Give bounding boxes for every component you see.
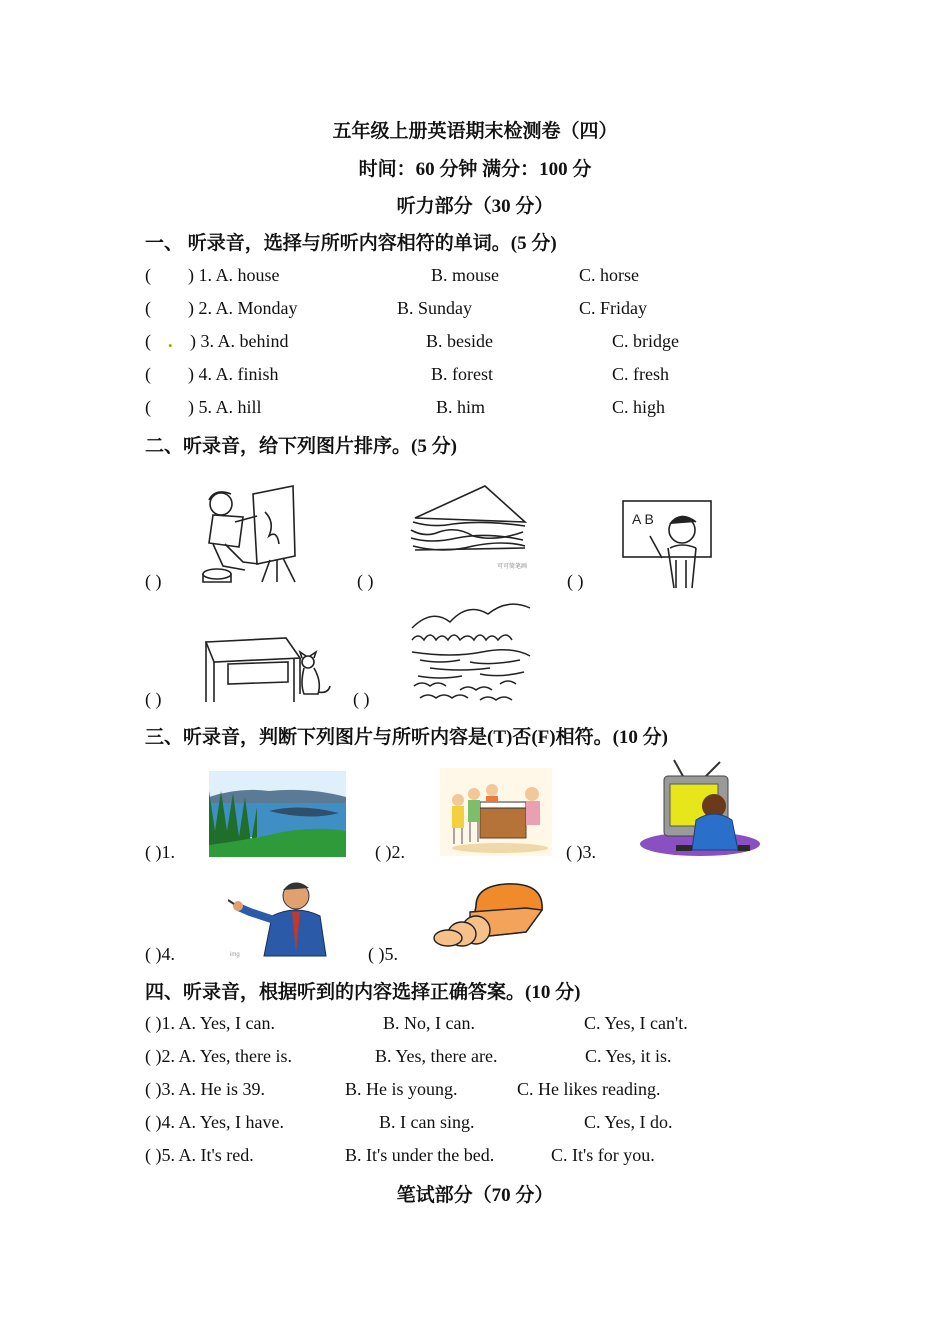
answer-blank-open: ( <box>145 331 151 351</box>
option-a: ) 1. A. house <box>188 265 280 285</box>
option-c: C. bridge <box>612 331 679 351</box>
option-c: C. It's for you. <box>551 1145 655 1165</box>
sandwich-picture <box>405 480 533 572</box>
part3-heading: 三、听录音，判断下列图片与所听内容是(T)否(F)相符。(10 分) <box>145 727 668 748</box>
teacher-pointing-picture <box>228 876 328 958</box>
option-a: ) 4. A. finish <box>188 364 279 384</box>
option-c: C. fresh <box>612 364 669 384</box>
option-a: ( )3. A. He is 39. <box>145 1079 265 1099</box>
boy-painting-picture <box>195 482 305 587</box>
option-c: C. Yes, I do. <box>584 1112 673 1132</box>
option-b: B. Yes, there are. <box>375 1046 498 1066</box>
listening-part-title: 听力部分（30 分） <box>396 196 554 217</box>
svg-text:可可简笔画: 可可简笔画 <box>497 564 528 570</box>
option-b: B. I can sing. <box>379 1112 475 1132</box>
option-b: B. beside <box>426 331 493 351</box>
teacher-at-board-picture <box>620 498 715 590</box>
option-a: ( )5. A. It's red. <box>145 1145 254 1165</box>
answer-blank-open: ( <box>145 364 151 384</box>
option-a: ) 2. A. Monday <box>188 298 298 318</box>
svg-text:img: img <box>230 952 240 958</box>
option-a: ( )1. A. Yes, I can. <box>145 1013 275 1033</box>
children-piano-picture <box>440 768 552 856</box>
tf-label-2: ( )2. <box>375 842 405 862</box>
order-blank-3: ( ) <box>567 571 584 591</box>
option-a: ( )2. A. Yes, there is. <box>145 1046 292 1066</box>
option-a: ) 5. A. hill <box>188 397 262 417</box>
option-b: B. mouse <box>431 265 500 285</box>
tf-label-4: ( )4. <box>145 944 175 964</box>
answer-blank-open: ( <box>145 397 151 417</box>
option-b: B. No, I can. <box>383 1013 475 1033</box>
time-and-score: 时间：60 分钟 满分：100 分 <box>358 159 592 180</box>
written-part-title: 笔试部分（70 分） <box>396 1185 554 1206</box>
option-c: C. high <box>612 397 666 417</box>
order-blank-4: ( ) <box>145 689 162 709</box>
option-c: C. Yes, I can't. <box>584 1013 688 1033</box>
tf-label-3: ( )3. <box>566 842 596 862</box>
option-b: B. Sunday <box>397 298 473 318</box>
lake-picture <box>209 771 346 857</box>
option-c: C. Friday <box>579 298 648 318</box>
option-a: ) 3. A. behind <box>190 331 289 351</box>
option-b: B. He is young. <box>345 1079 458 1099</box>
option-b: B. forest <box>431 364 493 384</box>
option-c: C. He likes reading. <box>517 1079 661 1099</box>
tf-label-1: ( )1. <box>145 842 175 862</box>
desk-and-cat-picture <box>198 634 338 706</box>
part2-heading: 二、听录音，给下列图片排序。(5 分) <box>145 436 457 457</box>
option-b: B. It's under the bed. <box>345 1145 495 1165</box>
river-landscape-picture <box>410 600 532 704</box>
option-a: ( )4. A. Yes, I have. <box>145 1112 284 1132</box>
answer-blank-open: ( <box>145 265 151 285</box>
tf-label-5: ( )5. <box>368 944 398 964</box>
answer-blank-open: ( <box>145 298 151 318</box>
svg-text:A B: A B <box>632 511 654 527</box>
order-blank-5: ( ) <box>353 689 370 709</box>
exam-title: 五年级上册英语期末检测卷（四） <box>332 121 618 142</box>
boy-watching-tv-picture <box>638 756 762 858</box>
option-c: C. Yes, it is. <box>585 1046 672 1066</box>
order-blank-1: ( ) <box>145 571 162 591</box>
part1-heading: 一、 听录音，选择与所听内容相符的单词。(5 分) <box>145 233 557 254</box>
bread-picture <box>430 882 544 948</box>
option-b: B. him <box>436 397 486 417</box>
order-blank-2: ( ) <box>357 571 374 591</box>
option-c: C. horse <box>579 265 639 285</box>
part4-heading: 四、听录音，根据听到的内容选择正确答案。(10 分) <box>145 982 581 1003</box>
stray-dot-mark: . <box>168 331 173 351</box>
